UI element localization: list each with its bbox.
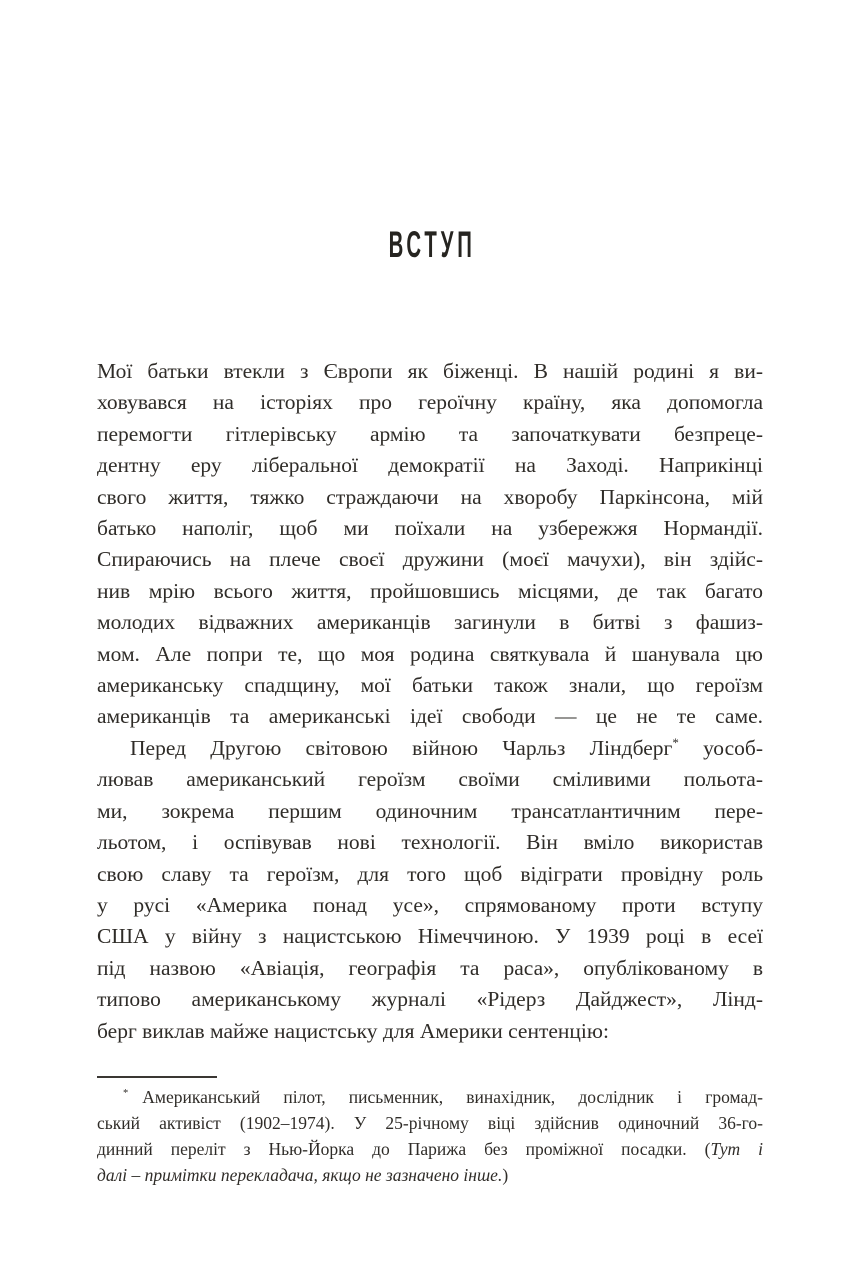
footnote-text — [97, 1084, 763, 1188]
footnote-plain-text: Американський пілот, письменник, винахідник, дослідник і громад- — [142, 1087, 763, 1107]
body-line: свою славу та героїзм, для того щоб відіграти провідну роль — [97, 861, 763, 886]
footnote-plain-text: ) — [502, 1165, 509, 1185]
footnote — [97, 1076, 763, 1188]
footnote-line — [97, 1084, 763, 1110]
body-line: молодих відважних американців загинули в битві з фашиз- — [97, 610, 763, 635]
footnote-line — [97, 1162, 763, 1188]
body-line: свого життя, тяжко страждаючи на хворобу Паркінсона, мій — [97, 484, 763, 509]
body-line: ховувався на історіях про героїчну країну, яка допомогла — [97, 390, 763, 415]
body-line: берг виклав майже нацистську для Америки сентенцію: — [97, 1018, 609, 1043]
footnote-plain-text: динний переліт з Нью-Йорка до Парижа без проміжної посадки. ( — [97, 1139, 711, 1159]
body-line: американців та американські ідеї свободи — це не те саме. — [97, 704, 763, 729]
body-line: у русі «Америка понад усе», спрямованому проти вступу — [97, 892, 763, 917]
footnote-marker: * — [123, 1088, 129, 1100]
body-line: Мої батьки втекли з Європи як біженці. В нашій родині я ви- — [97, 359, 763, 383]
body-line: під назвою «Авіація, географія та раса», опублікованому в — [97, 955, 763, 980]
body-line: льотом, і оспівував нові технології. Він вміло використав — [97, 830, 763, 855]
body-line: мом. Але попри те, що моя родина святкувала й шанувала цю — [97, 641, 763, 666]
body-line: дентну еру ліберальної демократії на Заході. Наприкінці — [97, 453, 763, 478]
body-line: лював американський героїзм своїми сміливими польота- — [97, 767, 763, 792]
footnote-italic-text: Тут і — [710, 1139, 763, 1159]
body-line: батько наполіг, щоб ми поїхали на узбережжя Нормандії. — [97, 516, 763, 541]
body-line: Перед Другою світовою війною Чарльз Ліндберг* уособ- — [130, 735, 763, 760]
body-line: перемогти гітлерівську армію та започаткувати безпреце- — [97, 421, 763, 446]
footnote-divider — [97, 1076, 217, 1078]
body-text — [97, 356, 763, 1047]
body-line: Спираючись на плече своєї дружини (моєї мачухи), він здійс- — [97, 547, 763, 572]
footnote-line — [97, 1136, 763, 1162]
body-line: США у війну з нацистською Німеччиною. У 1939 році в есеї — [97, 924, 763, 949]
body-line: американську спадщину, мої батьки також знали, що героїзм — [97, 673, 763, 698]
footnote-line — [97, 1110, 763, 1136]
chapter-title-text: ВСТУП — [388, 224, 476, 265]
footnote-italic-text: далі – примітки перекладача, якщо не зазначено інше. — [97, 1165, 503, 1185]
footnote-plain-text: ський активіст (1902–1974). У 25-річному віці здійснив одиночний 36-го- — [97, 1113, 763, 1133]
body-line: нив мрію всього життя, пройшовшись місцями, де так багато — [97, 578, 763, 603]
footnote-ref-marker: * — [672, 735, 679, 750]
chapter-title — [0, 226, 857, 263]
body-line: типово американському журналі «Рідерз Дайджест», Лінд- — [97, 987, 763, 1012]
body-line: ми, зокрема першим одиночним трансатлантичним пере- — [97, 798, 763, 823]
